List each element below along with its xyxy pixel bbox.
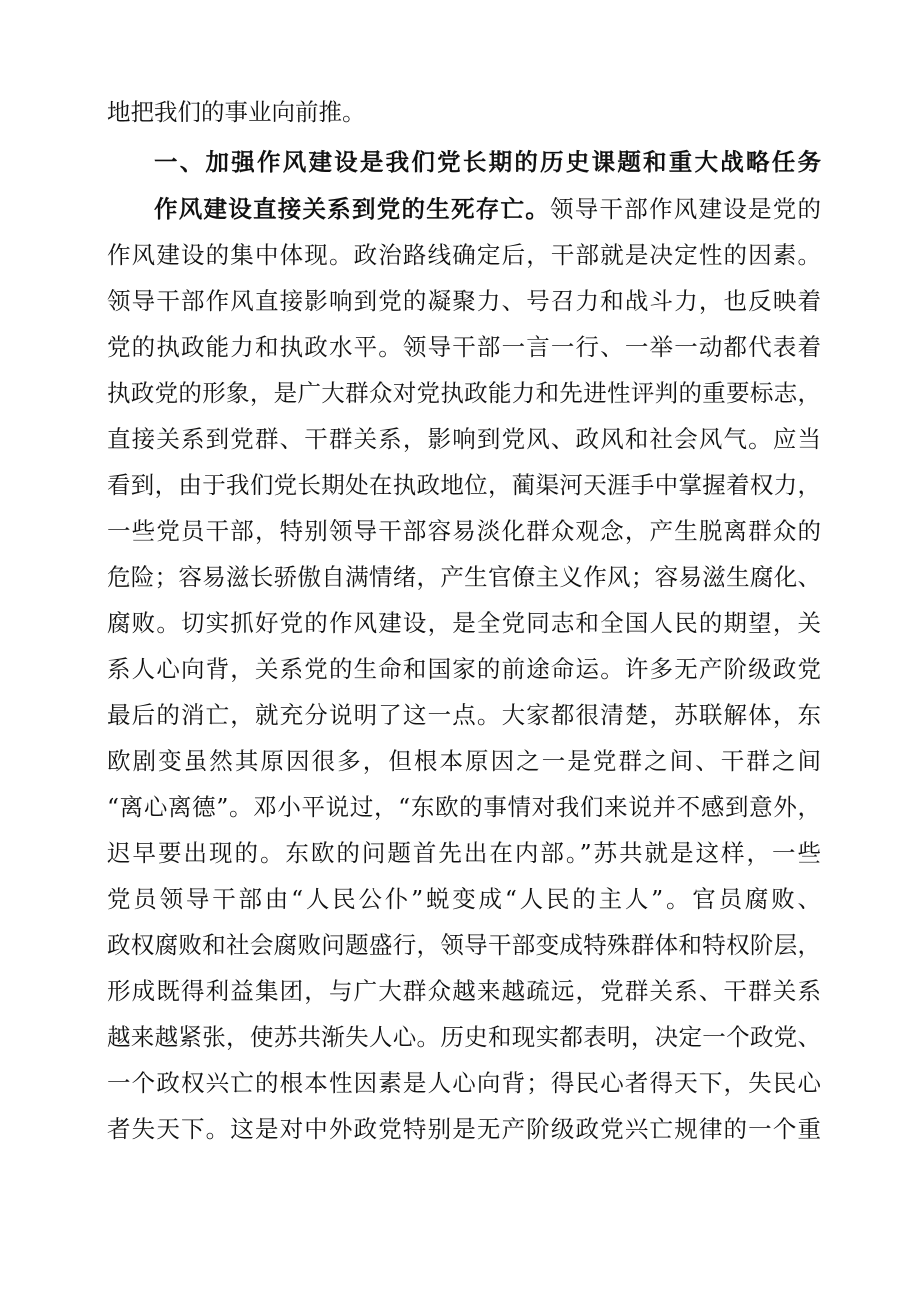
paragraph-line: 政权腐败和社会腐败问题盛行，领导干部变成特殊群体和特权阶层， bbox=[107, 931, 821, 959]
paragraph-line: 一些党员干部，特别领导干部容易淡化群众观念，产生脱离群众的 bbox=[107, 517, 821, 545]
paragraph-line: 党的执政能力和执政水平。领导干部一言一行、一举一动都代表着 bbox=[107, 333, 821, 361]
paragraph-line: 越来越紧张，使苏共渐失人心。历史和现实都表明，决定一个政党、 bbox=[107, 1023, 821, 1051]
lead-sentence: 作风建设直接关系到党的生死存亡。 bbox=[154, 195, 550, 223]
paragraph-line: 执政党的形象，是广大群众对党执政能力和先进性评判的重要标志， bbox=[107, 379, 821, 407]
paragraph-line: 看到，由于我们党长期处在执政地位，蔺渠河天涯手中掌握着权力， bbox=[107, 471, 821, 499]
paragraph-line: 形成既得利益集团，与广大群众越来越疏远，党群关系、干群关系 bbox=[107, 977, 821, 1005]
paragraph-line: 一个政权兴亡的根本性因素是人心向背；得民心者得天下，失民心 bbox=[107, 1069, 821, 1097]
paragraph-line: 党员领导干部由“人民公仆”蜕变成“人民的主人”。官员腐败、 bbox=[107, 885, 821, 913]
paragraph-line: “离心离德”。邓小平说过，“东欧的事情对我们来说并不感到意外， bbox=[107, 793, 821, 821]
paragraph-line: 欧剧变虽然其原因很多，但根本原因之一是党群之间、干群之间 bbox=[107, 747, 821, 775]
first-line-rest: 领导干部作风建设是党的 bbox=[550, 195, 821, 223]
section-heading: 一、加强作风建设是我们党长期的历史课题和重大战略任务 bbox=[154, 148, 821, 176]
paragraph-line: 直接关系到党群、干群关系，影响到党风、政风和社会风气。应当 bbox=[107, 425, 821, 453]
opening-line: 地把我们的事业向前推。 bbox=[107, 98, 366, 126]
paragraph-line: 领导干部作风直接影响到党的凝聚力、号召力和战斗力，也反映着 bbox=[107, 287, 821, 315]
paragraph-line: 最后的消亡，就充分说明了这一点。大家都很清楚，苏联解体，东 bbox=[107, 701, 821, 729]
paragraph-line: 腐败。切实抓好党的作风建设，是全党同志和全国人民的期望，关 bbox=[107, 609, 821, 637]
paragraph-line: 者失天下。这是对中外政党特别是无产阶级政党兴亡规律的一个重 bbox=[107, 1115, 821, 1143]
paragraph-line: 危险；容易滋长骄傲自满情绪，产生官僚主义作风；容易滋生腐化、 bbox=[107, 563, 821, 591]
paragraph-line: 迟早要出现的。东欧的问题首先出在内部。”苏共就是这样，一些 bbox=[107, 839, 821, 867]
paragraph-first-line bbox=[154, 186, 821, 232]
paragraph-line: 作风建设的集中体现。政治路线确定后，干部就是决定性的因素。 bbox=[107, 241, 821, 269]
paragraph-line: 系人心向背，关系党的生命和国家的前途命运。许多无产阶级政党 bbox=[107, 655, 821, 683]
